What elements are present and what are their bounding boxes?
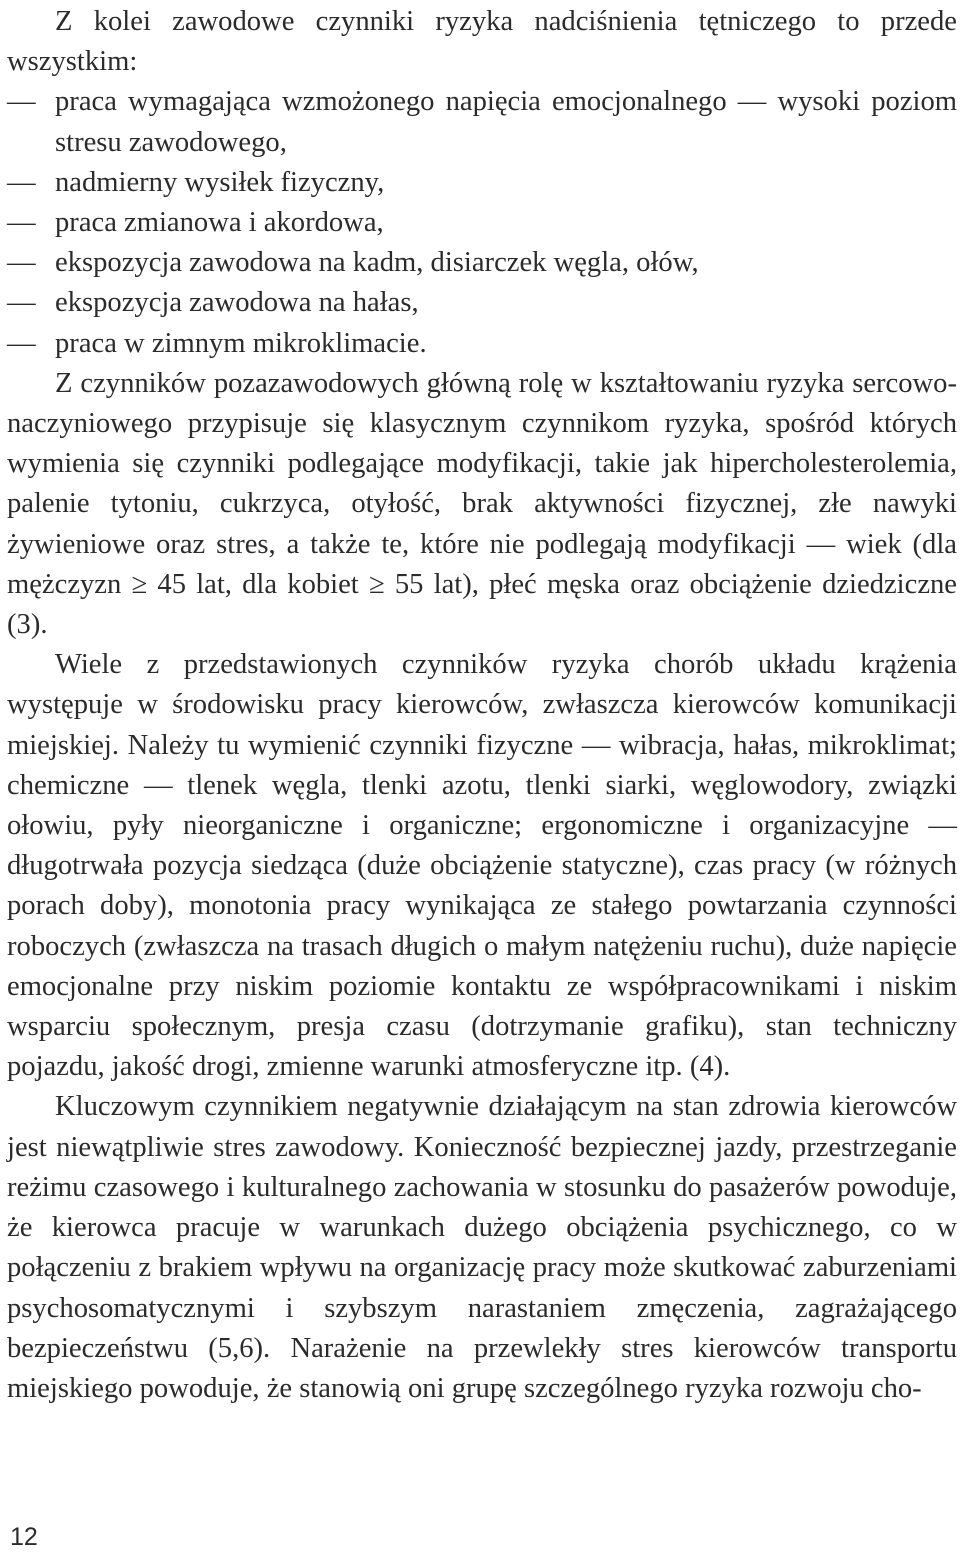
list-item-text: ekspozycja zawodowa na hałas, — [55, 287, 419, 319]
list-item-text: praca zmianowa i akordowa, — [55, 207, 384, 239]
list-item-text: ekspozycja zawodowa na kadm, disiarczek węgla, ołów, — [55, 247, 699, 279]
list-item-text: praca wymagająca wzmożonego napięcia emocjonalnego — wysoki poziom stresu zawodowego, — [55, 86, 957, 158]
list-dash: — — [7, 86, 36, 118]
list-item — [7, 243, 957, 283]
body-paragraph-occupational-stress: Kluczowym czynnikiem negatywnie działającym na stan zdrowia kierowców jest niewątpliwie stres zawodowy. Konieczność bezpiecznej jazdy, przestrzeganie reżimu czasowego i kulturalnego zachowania w stosunku do pasażerów powoduje, że kierowca pracuje w warunkach dużego obciążenia psychicznego, co w połączeniu z brakiem wpływu na organizację pracy może skutkować zaburzeniami psychosomatycznymi i szybszym narastaniem zmęczenia, zagrażającego bezpieczeństwu (5,6). Narażenie na przewlekły stres kierowców transportu miejskiego powoduje, że stanowią oni grupę szczególnego ryzyka rozwoju cho- — [7, 1091, 957, 1404]
intro-paragraph: Z kolei zawodowe czynniki ryzyka nadciśnienia tętniczego to przede wszystkim: — [7, 6, 957, 78]
list-dash: — — [7, 166, 36, 198]
list-dash: — — [7, 247, 36, 279]
list-item-text: nadmierny wysiłek fizyczny, — [55, 166, 385, 198]
list-dash: — — [7, 207, 36, 239]
list-item — [7, 283, 957, 323]
body-paragraph-nonoccupational: Z czynników pozazawodowych główną rolę w kształtowaniu ryzyka sercowo-naczyniowego przypisuje się klasycznym czynnikom ryzyka, spośród których wymienia się czynniki podlegające modyfikacji, takie jak hipercholesterolemia, palenie tytoniu, cukrzyca, otyłość, brak aktywności fizycznej, złe nawyki żywieniowe oraz stres, a także te, które nie podlegają modyfikacji — wiek (dla mężczyzn ≥ 45 lat, dla kobiet ≥ 55 lat), płeć męska oraz obciążenie dziedziczne (3). — [7, 367, 957, 641]
list-item — [7, 203, 957, 243]
list-item — [7, 82, 957, 162]
list-item — [7, 163, 957, 203]
page-number: 12 — [10, 1523, 38, 1551]
occupational-risk-list — [7, 82, 957, 363]
list-dash: — — [7, 287, 36, 319]
list-dash: — — [7, 327, 36, 359]
document-page — [7, 2, 957, 1409]
body-paragraph-drivers-environment: Wiele z przedstawionych czynników ryzyka chorób układu krążenia występuje w środowisku pracy kierowców, zwłaszcza kierowców komunikacji miejskiej. Należy tu wymienić czynniki fizyczne — wibracja, hałas, mikroklimat; chemiczne — tlenek węgla, tlenki azotu, tlenki siarki, węglowodory, związki ołowiu, pyły nieorganiczne i organiczne; ergonomiczne i organizacyjne — długotrwała pozycja siedząca (duże obciążenie statyczne), czas pracy (w różnych porach doby), monotonia pracy wynikająca ze stałego powtarzania czynności roboczych (zwłaszcza na trasach długich o małym natężeniu ruchu), duże napięcie emocjonalne przy niskim poziomie kontaktu ze współpracownikami i niskim wsparciu społecznym, presja czasu (dotrzymanie grafiku), stan techniczny pojazdu, jakość drogi, zmienne warunki atmosferyczne itp. (4). — [7, 649, 957, 1083]
list-item — [7, 324, 957, 364]
list-item-text: praca w zimnym mikroklimacie. — [55, 327, 427, 359]
